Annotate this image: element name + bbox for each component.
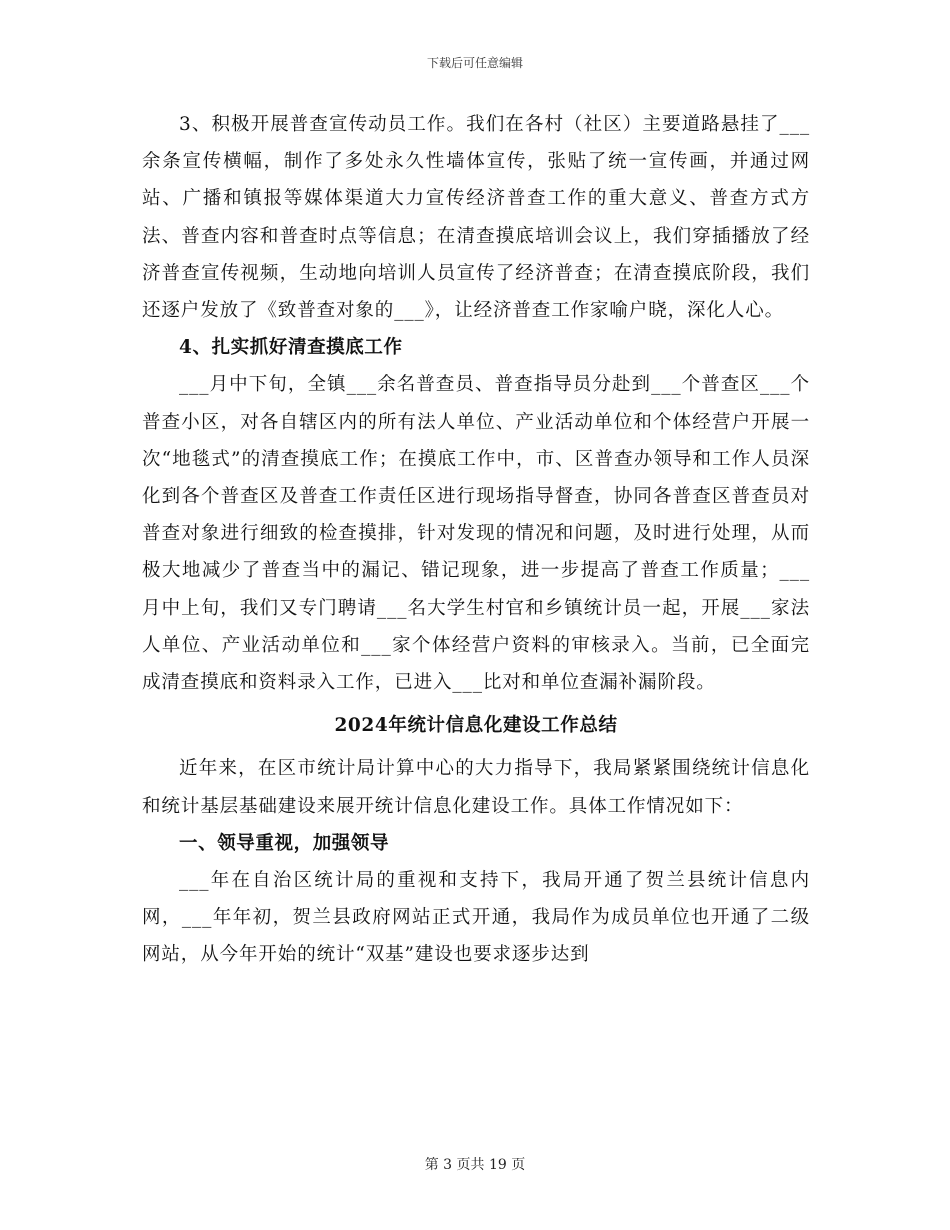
heading-census-survey: 4、扎实抓好清查摸底工作	[179, 337, 403, 359]
paragraph-leadership: ___年在自治区统计局的重视和支持下，我局开通了贺兰县统计信息内网，___年年初，贺兰县政府网站正式开通，我局作为成员单位也开通了二级网站，从今年开始的统计“双基”建设也要求逐步达到	[142, 870, 810, 966]
paragraph-publicity: 3、积极开展普查宣传动员工作。我们在各村（社区）主要道路悬挂了___余条宣传横幅，制作了多处永久性墙体宣传，张贴了统一宣传画，并通过网站、广播和镇报等媒体渠道大力宣传经济普查工作的重大意义、普查方式方法、普查内容和普查时点等信息；在清查摸底培训会议上，我们穿插播放了经济普查宣传视频，生动地向培训人员宣传了经济普查；在清查摸底阶段，我们还逐户发放了《致普查对象的___》，让经济普查工作家喻户晓，深化人心。	[142, 114, 810, 322]
page-header-note: 下载后可任意编辑	[426, 56, 523, 70]
paragraph-intro: 近年来，在区市统计局计算中心的大力指导下，我局紧紧围绕统计信息化和统计基层基础建设来展开统计信息化建设工作。具体工作情况如下：	[142, 758, 810, 817]
document-body	[142, 106, 810, 974]
section-title-2024-summary: 2024年统计信息化建设工作总结	[334, 715, 618, 737]
paragraph-census-survey: ___月中下旬，全镇___余名普查员、普查指导员分赴到___个普查区___个普查小区，对各自辖区内的所有法人单位、产业活动单位和个体经营户开展一次“地毯式”的清查摸底工作；在摸底工作中，市、区普查办领导和工作人员深化到各个普查区及普查工作责任区进行现场指导督查，协同各普查区普查员对普查对象进行细致的检查摸排，针对发现的情况和问题，及时进行处理，从而极大地减少了普查当中的漏记、错记现象，进一步提高了普查工作质量；___月中上旬，我们又专门聘请___名大学生村官和乡镇统计员一起，开展___家法人单位、产业活动单位和___家个体经营户资料的审核录入。当前，已全面完成清查摸底和资料录入工作，已进入___比对和单位查漏补漏阶段。	[142, 374, 810, 694]
heading-leadership: 一、领导重视，加强领导	[179, 832, 390, 854]
page-number: 第 3 页共 19 页	[424, 1157, 526, 1173]
